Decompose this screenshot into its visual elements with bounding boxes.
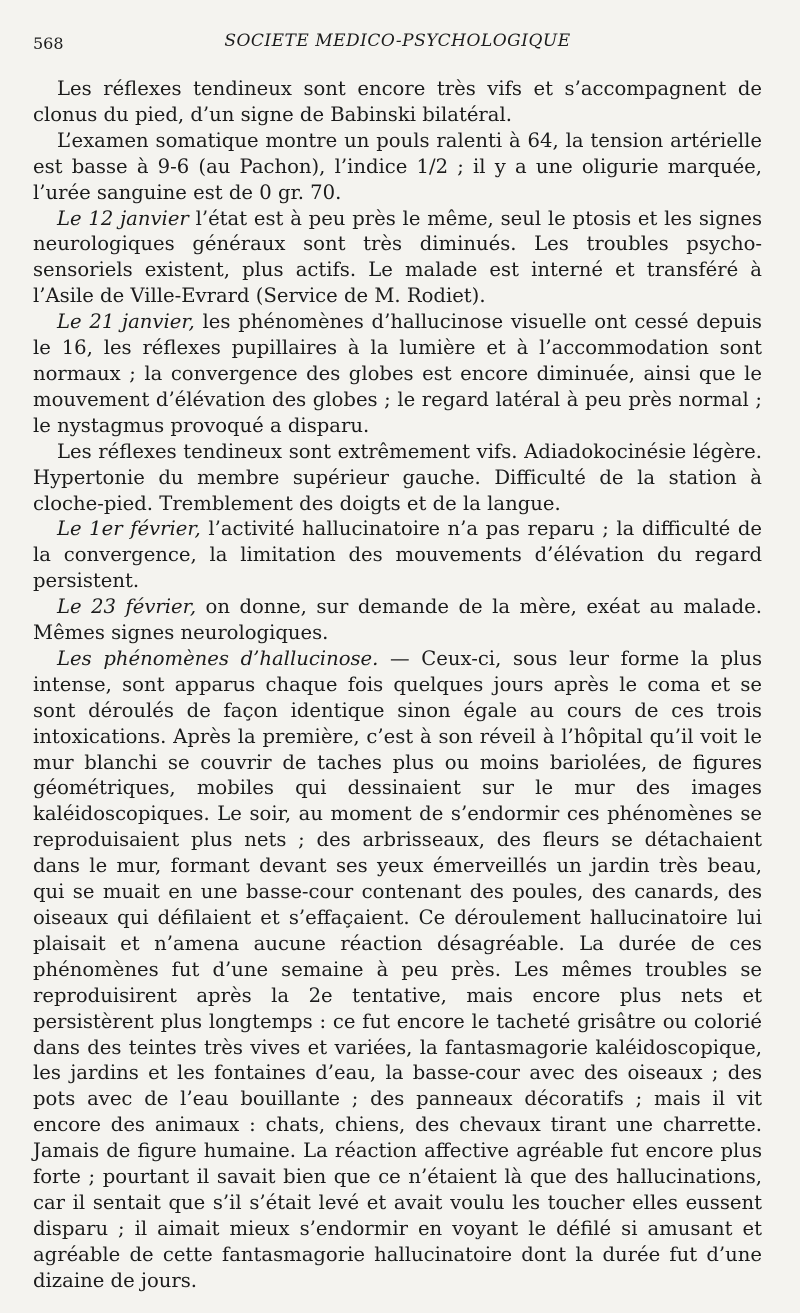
paragraph-23-february [33,594,762,646]
paragraph-1-february [33,516,762,594]
paragraph-text: L’examen somatique montre un pouls ralenti à 64, la tension artérielle est basse à 9-6 (au Pachon), l’indice 1/2 ; il y a une oligurie marquée, l’urée sanguine est de 0 gr. 70. [33,128,762,204]
paragraph-text: l’état est à peu près le même, seul le ptosis et les signes neurologiques généraux sont très diminués. Les troubles psycho-sensoriels existent, plus actifs. Le malade est interné et transféré à l’Asile de Ville-Evrard (Service de M. Rodiet). [33,206,763,308]
paragraph-lead: Le 23 février, [57,595,197,619]
paragraph-12-january [33,206,762,310]
paragraph-text: Les réflexes tendineux sont extrêmement vifs. Adiadokocinésie légère. Hypertonie du membre supérieur gauche. Difficulté de la station à cloche-pied. Tremblement des doigts et de la langue. [33,439,762,515]
paragraph-lead: Le 1er février, [57,517,201,541]
paragraph-text: l’activité hallucinatoire n’a pas reparu ; la difficulté de la convergence, la limitation des mouvements d’élévation du regard persistent. [33,517,762,593]
page-number: 568 [33,34,64,53]
paragraph-lead: Les phénomènes d’hallucinose. [57,646,379,670]
running-title: SOCIETE MEDICO-PSYCHOLOGIQUE [224,31,571,51]
paragraph-text: — Ceux-ci, sous leur forme la plus intense, sont apparus chaque fois quelques jours après le coma et se sont déroulés de façon identique sinon égale au cours de ces trois intoxications. Après la première, c’est à son réveil à l’hôpital qu’il voit le mur blanchi se couvrir de taches plus ou moins bariolées, de figures géométriques, mobiles qui dessinaient sur le mur des images kaléidoscopiques. Le soir, au moment de s’endormir ces phénomènes se reproduisaient plus nets ; des arbrisseaux, des fleurs se détachaient dans le mur, formant devant ses yeux émerveillés un jardin très beau, qui se muait en une basse-cour contenant des poules, des canards, des oiseaux qui défilaient et s’effaçaient. Ce déroulement hallucinatoire lui plaisait et n’amena aucune réaction désagréable. La durée de ces phénomènes fut d’une semaine à peu près. Les mêmes troubles se reproduisirent après la 2e tentative, mais encore plus nets et persistèrent plus longtemps : ce fut encore le tacheté grisâtre ou colorié dans des teintes très vives et variées, la fantasmagorie kaléidoscopique, les jardins et les fontaines d’eau, la basse-cour avec des oiseaux ; des pots avec de l’eau bouillante ; des panneaux décoratifs ; mais il vit encore des animaux : chats, chiens, des chevaux tirant une charrette. Jamais de figure humaine. La réaction affective agréable fut encore plus forte ; pourtant il savait bien que ce n’étaient là que des hallucinations, car il sentait que s’il s’était levé et avait voulu les toucher elles eussent disparu ; il aimait mieux s’endormir en voyant le défilé si amusant et agréable de cette fantasmagorie hallucinatoire dont la durée fut d’une dizaine de jours. [33,646,763,1292]
paragraph-text: on donne, sur demande de la mère, exéat au malade. Mêmes signes neurologiques. [33,595,762,645]
paragraph-text: Les réflexes tendineux sont encore très vifs et s’accompagnent de clonus du pied, d’un signe de Babinski bilatéral. [33,77,762,126]
paragraph-reflexes [33,76,762,128]
paragraph-hallucinosis [33,646,762,1294]
paragraph-lead: Le 12 janvier [57,206,189,230]
article-body [33,76,762,1294]
paragraph-tendon-reflexes [33,439,762,517]
paragraph-21-january [33,309,762,439]
page-header [33,28,762,64]
paragraph-lead: Le 21 janvier, [57,310,195,334]
paragraph-text: les phénomènes d’hallucinose visuelle ont cessé depuis le 16, les réflexes pupillaires à la lumière et à l’accommodation sont normaux ; la convergence des globes est encore diminuée, ainsi que le mouvement d’élévation des globes ; le regard latéral à peu près normal ; le nystagmus provoqué a disparu. [33,310,762,437]
paragraph-somatic-exam [33,128,762,206]
